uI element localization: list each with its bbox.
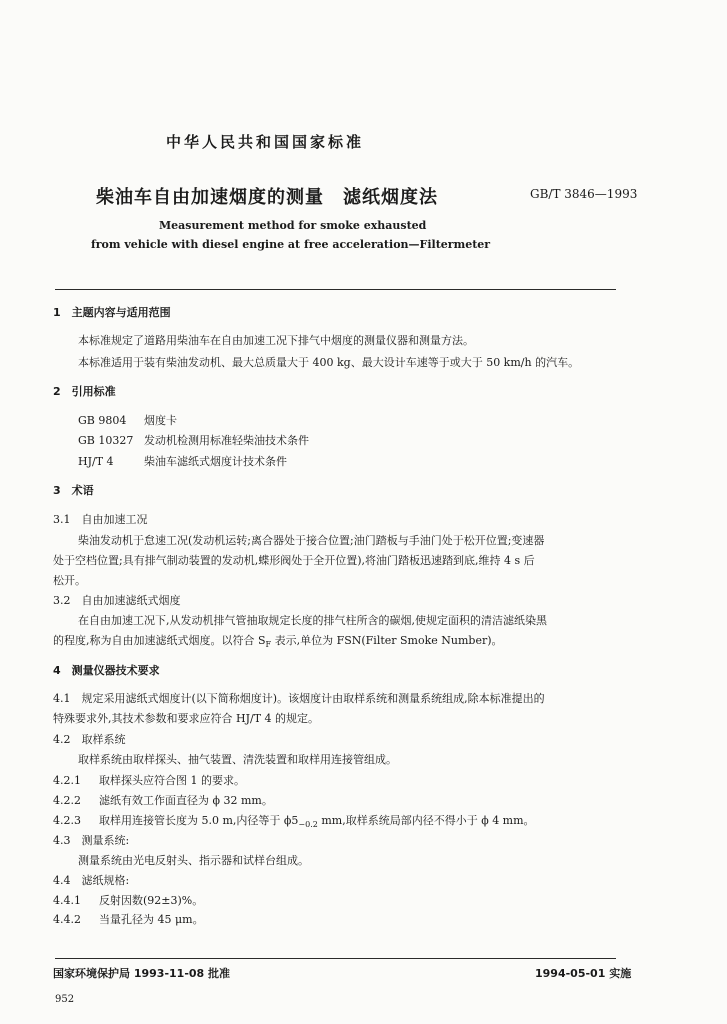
section-1-para-1: 本标准规定了道路用柴油车在自由加速工况下排气中烟度的测量仪器和测量方法。 bbox=[78, 334, 474, 347]
term-3-2-line-1: 在自由加速工况下,从发动机排气管抽取规定长度的排气柱所含的碳烟,使规定面积的清洁滤纸染黑 bbox=[78, 614, 547, 627]
reference-code: HJ/T 4 bbox=[78, 455, 114, 468]
term-3-1-line-2: 处于空档位置;具有排气制动装置的发动机,蝶形阀处于全开位置),将油门踏板迅速踏到底,维持 4 s 后 bbox=[53, 554, 535, 567]
clause-4-4-1: 4.4.1 反射因数(92±3)%。 bbox=[53, 894, 204, 907]
reference-title: 发动机检测用标准轻柴油技术条件 bbox=[144, 434, 309, 447]
document-title-en-line1: Measurement method for smoke exhausted bbox=[159, 219, 427, 232]
effective-date: 1994-05-01 实施 bbox=[535, 967, 632, 980]
term-3-1-line-3: 松开。 bbox=[53, 574, 86, 587]
clause-4-4-heading: 4.4 滤纸规格: bbox=[53, 874, 130, 887]
clause-4-4-2: 4.4.2 当量孔径为 45 μm。 bbox=[53, 913, 204, 926]
reference-item bbox=[78, 455, 287, 469]
section-2-heading: 2 引用标准 bbox=[53, 385, 116, 398]
term-3-1-line-1: 柴油发动机于怠速工况(发动机运转;离合器处于接合位置;油门踏板与手油门处于松开位置;变速器 bbox=[78, 534, 545, 547]
reference-item bbox=[78, 434, 309, 448]
reference-code: GB 10327 bbox=[78, 434, 134, 447]
section-3-heading: 3 术语 bbox=[53, 484, 94, 497]
term-3-2-heading: 3.2 自由加速滤纸式烟度 bbox=[53, 594, 181, 607]
reference-code: GB 9804 bbox=[78, 414, 127, 427]
national-standard-heading: 中华人民共和国国家标准 bbox=[166, 133, 365, 151]
header-rule bbox=[55, 289, 616, 290]
reference-title: 烟度卡 bbox=[144, 414, 177, 427]
clause-4-2-3: 4.2.3 取样用连接管长度为 5.0 m,内径等于 $\phi 5_{-0.2}$ mm,取样系统局部内径不得小于 ϕ 4 mm。 bbox=[53, 814, 535, 830]
section-1-para-2: 本标准适用于装有柴油发动机、最大总质量大于 400 kg、最大设计车速等于或大于 50 km/h 的汽车。 bbox=[78, 356, 580, 369]
clause-4-3-heading: 4.3 测量系统: bbox=[53, 834, 130, 847]
document-title-cn: 柴油车自由加速烟度的测量 滤纸烟度法 bbox=[96, 187, 438, 208]
section-4-heading: 4 测量仪器技术要求 bbox=[53, 664, 160, 677]
clause-4-2-heading: 4.2 取样系统 bbox=[53, 733, 126, 746]
term-3-1-heading: 3.1 自由加速工况 bbox=[53, 513, 148, 526]
clause-4-3-body: 测量系统由光电反射头、指示器和试样台组成。 bbox=[78, 854, 309, 867]
section-1-heading: 1 主题内容与适用范围 bbox=[53, 306, 171, 319]
clause-4-2-1: 4.2.1 取样探头应符合图 1 的要求。 bbox=[53, 774, 245, 787]
clause-4-1-line-2: 特殊要求外,其技术参数和要求应符合 HJ/T 4 的规定。 bbox=[53, 712, 320, 725]
reference-item bbox=[78, 414, 177, 428]
standard-code: GB/T 3846—1993 bbox=[530, 187, 638, 201]
approval-line: 国家环境保护局 1993-11-08 批准 bbox=[53, 967, 231, 980]
clause-4-1-line-1: 4.1 规定采用滤纸式烟度计(以下简称烟度计)。该烟度计由取样系统和测量系统组成,除本标准提出的 bbox=[53, 692, 545, 705]
page-number: 952 bbox=[55, 994, 75, 1005]
footer-rule bbox=[55, 958, 616, 959]
term-3-2-line-2: 的程度,称为自由加速滤纸式烟度。以符合 $S_F$ 表示,单位为 FSN(Filter Smoke Number)。 bbox=[53, 634, 503, 650]
reference-title: 柴油车滤纸式烟度计技术条件 bbox=[144, 455, 287, 468]
document-title-en-line2: from vehicle with diesel engine at free acceleration—Filtermeter bbox=[91, 238, 491, 251]
clause-4-2-2: 4.2.2 滤纸有效工作面直径为 ϕ 32 mm。 bbox=[53, 794, 273, 807]
clause-4-2-body: 取样系统由取样探头、抽气装置、清洗装置和取样用连接管组成。 bbox=[78, 753, 397, 766]
